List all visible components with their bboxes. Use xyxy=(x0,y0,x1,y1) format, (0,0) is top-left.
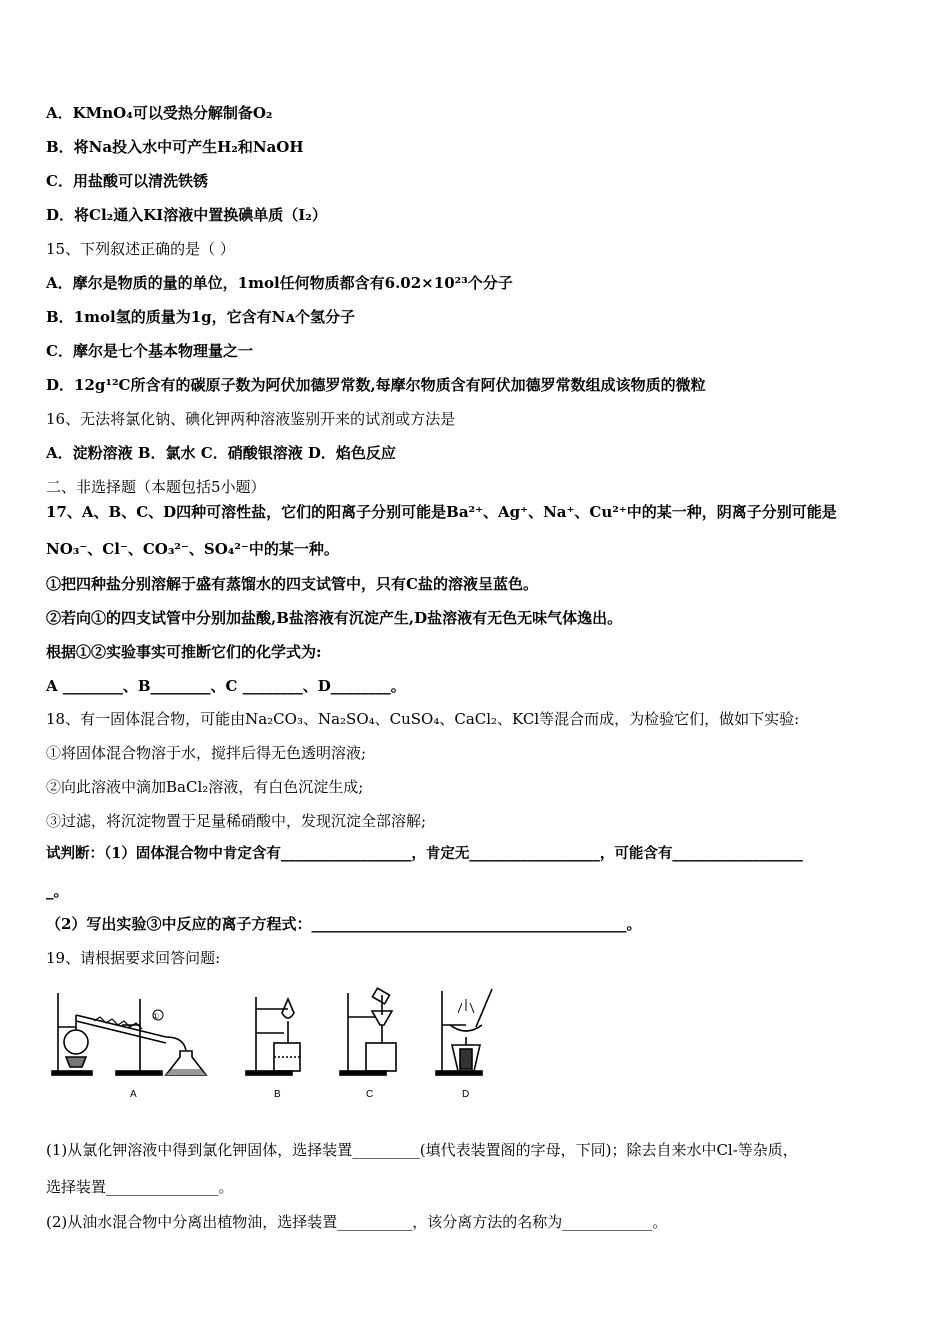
q17-step1: ①把四种盐分别溶解于盛有蒸馏水的四支试管中，只有C盐的溶液呈蓝色。 xyxy=(46,575,538,593)
q18-judge-line1: 试判断：（1）固体混合物中肯定含有__________________，肯定无__________________，可能含有__________________ xyxy=(46,845,803,862)
q16-options: A．淀粉溶液 B．氯水 C．硝酸银溶液 D．焰色反应 xyxy=(46,444,396,462)
label-c: C xyxy=(366,1089,374,1100)
q17-answer-blanks: A ________、B________、C ________、D________。 xyxy=(46,677,406,695)
q15-option-c: C．摩尔是七个基本物理量之一 xyxy=(46,342,253,360)
apparatus-d xyxy=(436,989,492,1075)
q14-option-a: A．KMnO₄可以受热分解制备O₂ xyxy=(46,104,273,122)
q14-option-d: D．将Cl₂通入KI溶液中置换碘单质（I₂） xyxy=(46,206,327,224)
apparatus-c xyxy=(340,988,396,1075)
label-a: A xyxy=(130,1089,137,1100)
label-b: B xyxy=(274,1089,281,1100)
q18-judge-line2: （2）写出实验③中反应的离子方程式：__________________________________________。 xyxy=(46,915,642,933)
apparatus-a xyxy=(52,993,206,1075)
q19-part1-line1: (1)从氯化钾溶液中得到氯化钾固体，选择装置_________(填代表装置阁的字母，下同)；除去自来水中Cl-等杂质， xyxy=(46,1141,798,1159)
apparatus-figure xyxy=(46,985,506,1105)
q15-option-d: D．12g¹²C所含有的碳原子数为阿伏加德罗常数,每摩尔物质含有阿伏加德罗常数组成该物质的微粒 xyxy=(46,376,706,394)
label-d: D xyxy=(462,1089,470,1100)
q19-stem: 19、请根据要求回答问题: xyxy=(46,949,221,967)
q17-stem-line1: 17、A、B、C、D四种可溶性盐，它们的阳离子分别可能是Ba²⁺、Ag⁺、Na⁺、Cu²⁺中的某一种，阴离子分别可能是 xyxy=(46,503,837,521)
marker-1: ① xyxy=(152,1012,160,1021)
q17-step2: ②若向①的四支试管中分别加盐酸,B盐溶液有沉淀产生,D盐溶液有无色无味气体逸出。 xyxy=(46,609,623,627)
q19-part1-line2: 选择装置_______________。 xyxy=(46,1178,234,1196)
q15-stem: 15、下列叙述正确的是（ ） xyxy=(46,240,235,258)
q14-option-b: B．将Na投入水中可产生H₂和NaOH xyxy=(46,138,304,156)
q18-stem: 18、有一固体混合物，可能由Na₂CO₃、Na₂SO₄、CuSO₄、CaCl₂、KCl等混合而成，为检验它们，做如下实验: xyxy=(46,710,800,728)
q18-step2: ②向此溶液中滴加BaCl₂溶液，有白色沉淀生成; xyxy=(46,778,364,796)
q15-option-b: B．1mol氢的质量为1g，它含有Nᴀ个氢分子 xyxy=(46,308,355,326)
q15-option-a: A．摩尔是物质的量的单位，1mol任何物质都含有6.02×10²³个分子 xyxy=(46,274,513,292)
apparatus-b xyxy=(246,997,300,1075)
q17-ask: 根据①②实验事实可推断它们的化学式为: xyxy=(46,643,322,661)
q16-stem: 16、无法将氯化钠、碘化钾两种溶液鉴别开来的试剂或方法是 xyxy=(46,410,456,428)
q18-step1: ①将固体混合物溶于水，搅拌后得无色透明溶液; xyxy=(46,744,367,762)
q19-part2: (2)从油水混合物中分离出植物油，选择装置__________，该分离方法的名称为____________。 xyxy=(46,1213,668,1231)
q18-judge-line1-end: _。 xyxy=(46,882,69,900)
section-heading: 二、非选择题（本题包括5小题） xyxy=(46,478,266,496)
q17-stem-line2: NO₃⁻、Cl⁻、CO₃²⁻、SO₄²⁻中的某一种。 xyxy=(46,540,339,558)
q18-step3: ③过滤，将沉淀物置于足量稀硝酸中，发现沉淀全部溶解; xyxy=(46,812,427,830)
q14-option-c: C．用盐酸可以清洗铁锈 xyxy=(46,172,208,190)
